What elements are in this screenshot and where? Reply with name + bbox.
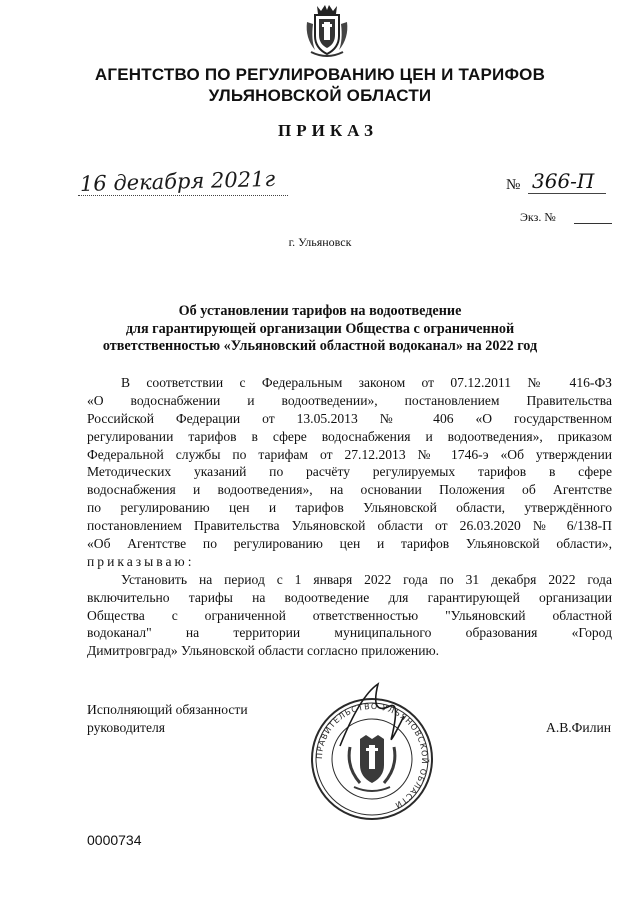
order-number-underline	[528, 193, 606, 195]
copy-number-blank	[574, 223, 612, 224]
signer-position	[87, 701, 248, 737]
body-line: «О водоснабжении и водоотведении», постановлением Правительства	[87, 392, 612, 408]
order-body	[87, 374, 612, 660]
order-number-label: №	[506, 177, 521, 193]
subject-line: Об установлении тарифов на водоотведение	[178, 303, 462, 319]
seal-ring-text: ПРАВИТЕЛЬСТВО УЛЬЯНОВСКОЙ ОБЛАСТИ	[314, 701, 430, 811]
order-subject	[60, 303, 580, 356]
body-line: Федеральной службы по тарифам от 27.12.2013 № 1746-э «Об утверждении	[87, 446, 612, 462]
coat-of-arms-icon	[303, 2, 351, 60]
handwritten-date: 16 декабря 2021г	[79, 166, 276, 196]
order-number-handwritten: 366-П	[532, 169, 595, 193]
body-line: В соответствии с Федеральным законом от 07.12.2011 № 416-ФЗ	[121, 375, 612, 390]
signer-position-line2: руководителя	[87, 719, 166, 735]
order-title: ПРИКАЗ	[278, 121, 378, 140]
body-line: по регулированию цен и тарифов Ульяновской области, утверждённого	[87, 500, 612, 516]
agency-title	[40, 64, 600, 106]
document-code: 0000734	[87, 832, 142, 848]
agency-title-line2: УЛЬЯНОВСКОЙ ОБЛАСТИ	[208, 86, 432, 105]
subject-line: ответственностью «Ульяновский областной водоканал» на 2022 год	[102, 338, 538, 354]
signer-position-line1: Исполняющий обязанности	[87, 702, 248, 717]
signer-name: А.В.Филин	[546, 720, 612, 735]
body-line: Методических указаний по расчёту регулируемых тарифов в сфере	[87, 464, 612, 480]
body-line: регулировании тарифов в сфере водоснабжения и водоотведения», приказом	[87, 428, 612, 444]
body-line: «Об Агентстве по регулированию цен и тарифов Ульяновской области»,	[87, 536, 612, 552]
agency-title-line1: АГЕНТСТВО ПО РЕГУЛИРОВАНИЮ ЦЕН И ТАРИФОВ	[94, 65, 546, 84]
handwritten-signature	[330, 676, 420, 756]
body-line: водоснабжения и водоотведения», на основании Положения об Агентстве	[87, 482, 612, 498]
city-name: г. Ульяновск	[288, 235, 352, 249]
date-underline	[78, 195, 288, 197]
copy-number-label: Экз. №	[520, 210, 556, 224]
body-line: Димитровград» Ульяновской области согласно приложению.	[87, 643, 440, 659]
body-line: Общества с ограниченной ответственностью "Ульяновский областной	[87, 607, 612, 623]
body-line: включительно тарифы на водоотведение для гарантирующей организации	[87, 589, 612, 605]
subject-line: для гарантирующей организации Общества с ограниченной	[125, 320, 515, 337]
body-line-decree: приказываю:	[87, 553, 195, 569]
body-line: Установить на период с 1 января 2022 года по 31 декабря 2022 года	[121, 571, 612, 587]
body-line: водоканал" на территории муниципального образования «Город	[87, 625, 612, 641]
body-line: Российской Федерации от 13.05.2013 № 406 «О государственном	[87, 410, 612, 426]
body-line: постановлением Правительства Ульяновской области от 26.03.2020 № 6/138-П	[87, 518, 612, 534]
